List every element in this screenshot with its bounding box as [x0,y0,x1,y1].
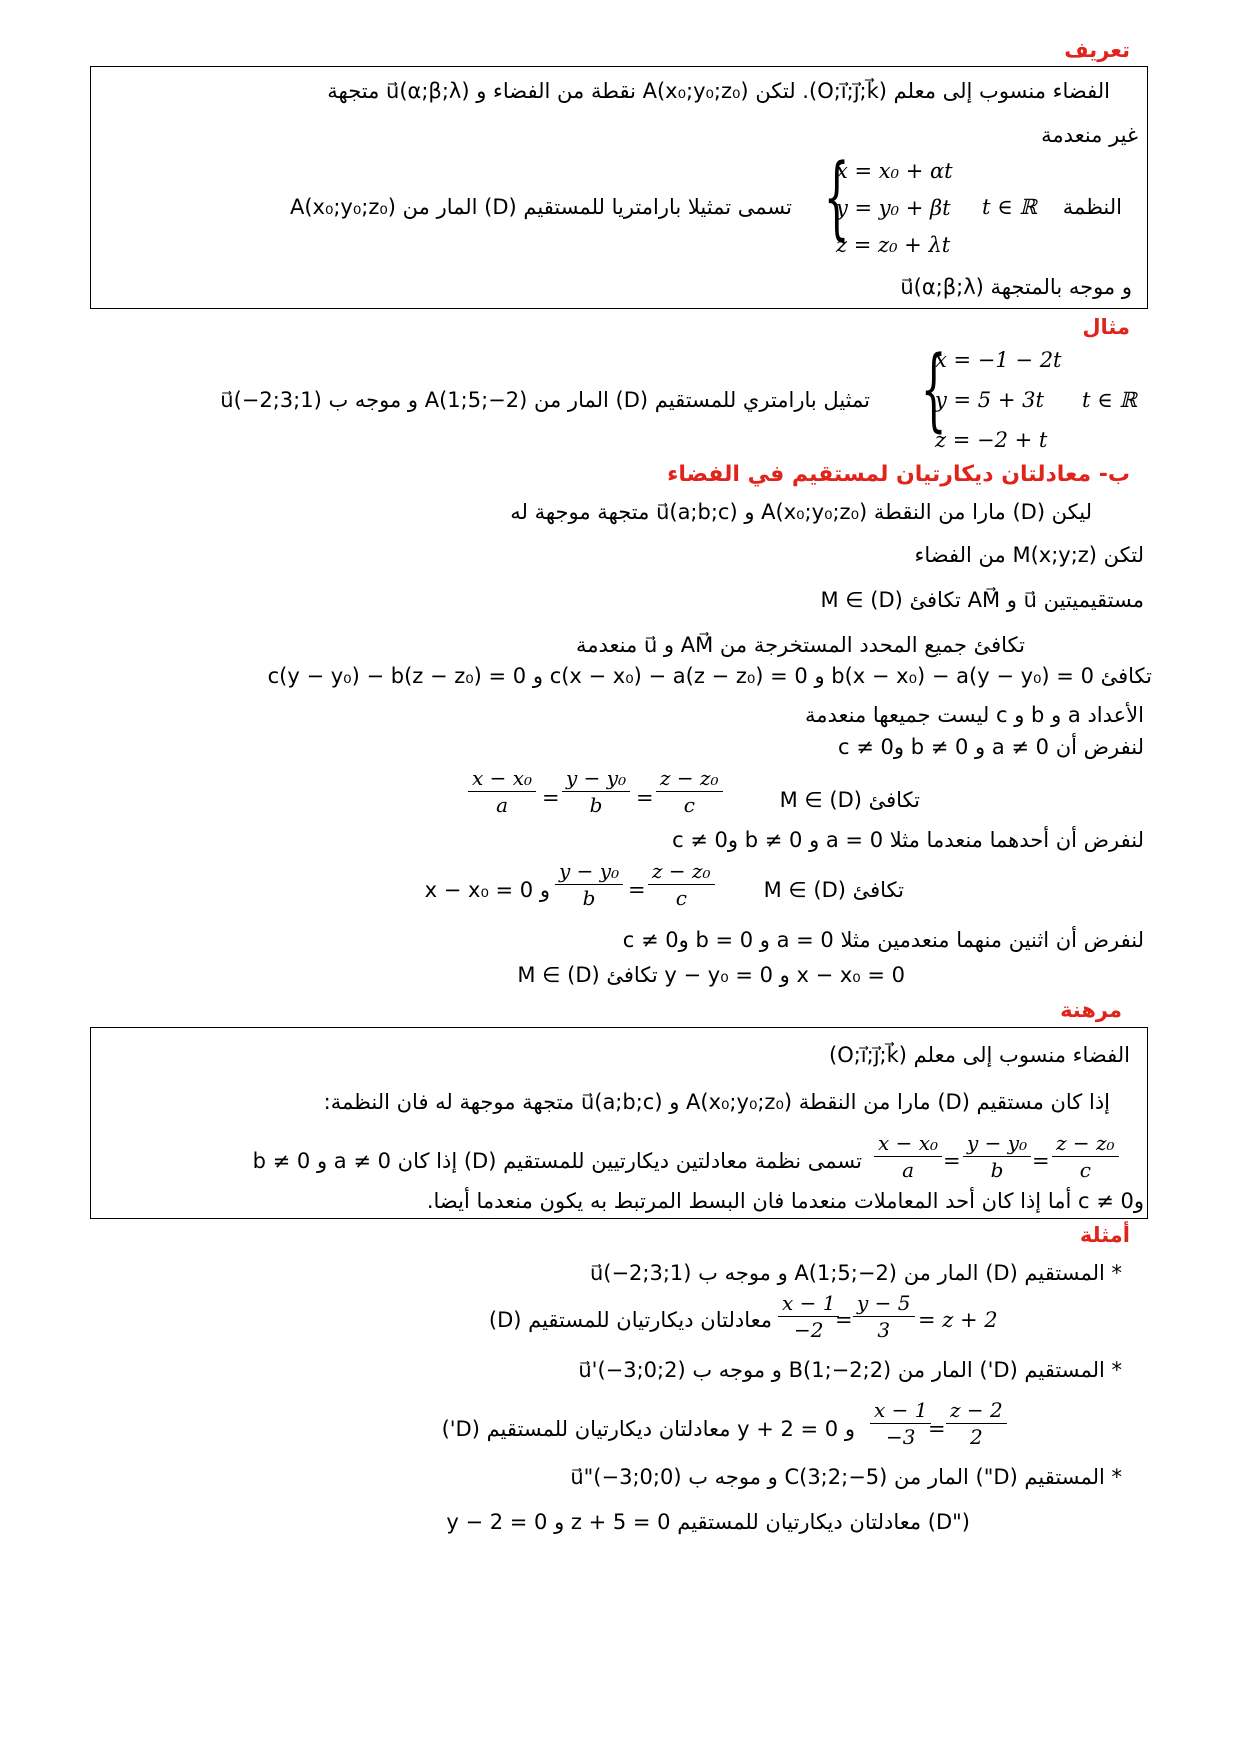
fraction-x-num: x − x₀ [468,765,536,792]
theorem-fraction-y [963,1130,1031,1183]
definition-heading: تعريف [1064,38,1130,62]
example1-tail: = z + 2 [918,1308,998,1332]
definition-brace: { [823,145,850,250]
example-eq-z: z = −2 + t [935,428,1048,452]
examples-item2: * المستقيم (D') المار من B(1;−2;2) و موجه ب u⃗'(−3;0;2) [578,1358,1122,1382]
fraction-x [468,765,536,818]
section-b-line10b: و x − x₀ = 0 [424,878,550,902]
theorem-heading: مرهنة [1060,998,1122,1022]
theorem-fraction-z [1052,1130,1119,1183]
example-brace: { [920,337,947,442]
theorem-fraction-x [874,1130,942,1183]
definition-line4: و موجه بالمتجهة u⃗(α;β;λ) [900,275,1132,299]
theorem-fraction-y-num: y − y₀ [963,1130,1031,1157]
example-eq-y: y = 5 + 3t [935,388,1044,412]
theorem-line3: تسمى نظمة معادلتين ديكارتيين للمستقيم (D) إذا كان a ≠ 0 و b ≠ 0 [252,1149,862,1173]
definition-param: t ∈ ℝ [982,195,1037,219]
examples-item2-text: و y + 2 = 0 معادلتان ديكارتيان للمستقيم (D') [441,1417,855,1441]
equals-sign: = [628,878,646,902]
section-b-line11: لنفرض أن اثنين منهما منعدمين مثلا a = 0 و b = 0 وc ≠ 0 [622,928,1144,952]
theorem-line1: الفضاء منسوب إلى معلم (O;i⃗;j⃗;k⃗) [828,1043,1130,1067]
definition-line3: تسمى تمثيلا بارامتريا للمستقيم (D) المار من A(x₀;y₀;z₀) [289,195,792,219]
fraction-y2 [555,858,623,911]
fraction-z-num: z − z₀ [656,765,723,792]
section-b-line3: M ∈ (D) تكافئ AM⃗ و u⃗ مستقيميتين [820,588,1144,612]
section-b-line8: M ∈ (D) تكافئ [779,788,920,812]
section-b-line6: الأعداد a و b و c ليست جميعها منعدمة [804,703,1144,727]
examples-item3-text: y − 2 = 0 و z + 5 = 0 معادلتان ديكارتيان للمستقيم (D") [446,1510,970,1534]
example1-fraction-y-den: 3 [877,1318,891,1342]
example-heading: مثال [1082,315,1130,339]
section-b-line7: لنفرض أن a ≠ 0 و b ≠ 0 وc ≠ 0 [838,735,1144,759]
theorem-fraction-z-num: z − z₀ [1052,1130,1119,1157]
examples-item1-text: معادلتان ديكارتيان للمستقيم (D) [488,1308,772,1332]
example1-fraction-y [853,1290,915,1343]
theorem-fraction-x-den: a [902,1158,914,1182]
definition-line1: الفضاء منسوب إلى معلم (O;i⃗;j⃗;k⃗). لتكن A(x₀;y₀;z₀) نقطة من الفضاء و u⃗(α;β;λ) متجهة [327,79,1110,103]
example1-fraction-x-num: x − 1 [778,1290,839,1317]
example-param: t ∈ ℝ [1082,388,1137,412]
fraction-z2 [648,858,715,911]
section-b-line1: ليكن (D) مارا من النقطة A(x₀;y₀;z₀) و u⃗(a;b;c) متجهة موجهة له [510,500,1092,524]
fraction-x-den: a [496,793,508,817]
example2-fraction-z-den: 2 [970,1425,983,1449]
fraction-y-den: b [589,793,603,817]
section-b-line4: تكافئ جميع المحدد المستخرجة من AM⃗ و u⃗ منعدمة [576,633,1025,657]
examples-item3: * المستقيم (D") المار من C(3;2;−5) و موجه ب u⃗"(−3;0;0) [570,1465,1122,1489]
equals-sign: = [943,1149,961,1173]
fraction-z [656,765,723,818]
fraction-y-num: y − y₀ [562,765,630,792]
section-b-line2: لتكن M(x;y;z) من الفضاء [914,543,1144,567]
equals-sign: = [1032,1149,1050,1173]
definition-eq-z: z = z₀ + λt [836,233,951,257]
theorem-line4: وc ≠ 0 أما إذا كان أحد المعاملات منعدما فان البسط المرتبط به يكون منعدما أيضا. [426,1189,1144,1213]
fraction-y2-den: b [582,886,596,910]
section-b-line9: لنفرض أن أحدهما منعدما مثلا a = 0 و b ≠ 0 وc ≠ 0 [672,828,1144,852]
fraction-z2-den: c [675,886,687,910]
definition-eq-x: x = x₀ + αt [836,159,953,183]
section-b-line5: تكافئ b(x − x₀) − a(y − y₀) = 0 و c(x − x₀) − a(z − z₀) = 0 و c(y − y₀) − b(z − z₀) = 0 [267,664,1152,688]
section-b-line10: M ∈ (D) تكافئ [763,878,904,902]
example2-fraction-x-num: x − 1 [870,1397,931,1424]
theorem-fraction-x-num: x − x₀ [874,1130,942,1157]
equals-sign: = [542,786,560,810]
example2-fraction-z [946,1397,1007,1450]
fraction-z-den: c [683,793,695,817]
definition-system-label: النظمة [1062,195,1122,219]
fraction-z2-num: z − z₀ [648,858,715,885]
examples-heading: أمثلة [1079,1223,1130,1247]
definition-line2: غير منعدمة [1041,123,1138,147]
theorem-fraction-z-den: c [1079,1158,1091,1182]
equals-sign: = [835,1308,853,1332]
equals-sign: = [928,1417,946,1441]
theorem-fraction-y-den: b [990,1158,1004,1182]
example1-fraction-x [778,1290,839,1343]
example2-fraction-x-den: −3 [886,1425,916,1449]
theorem-line2: إذا كان مستقيم (D) مارا من النقطة A(x₀;y₀;z₀) و u⃗(a;b;c) متجهة موجهة له فان النظمة: [323,1090,1110,1114]
fraction-y2-num: y − y₀ [555,858,623,885]
example1-fraction-x-den: −2 [794,1318,824,1342]
fraction-y [562,765,630,818]
section-b-line12: M ∈ (D) تكافئ y − y₀ = 0 و x − x₀ = 0 [517,963,905,987]
example-eq-x: x = −1 − 2t [935,348,1062,372]
definition-eq-y: y = y₀ + βt [836,196,951,220]
equals-sign: = [636,786,654,810]
examples-item1: * المستقيم (D) المار من A(1;5;−2) و موجه ب u⃗(−2;3;1) [589,1261,1122,1285]
example2-fraction-z-num: z − 2 [946,1397,1007,1424]
example-text: تمثيل بارامتري للمستقيم (D) المار من A(1;5;−2) و موجه ب u⃗(−2;3;1) [220,388,870,412]
example2-fraction-x [870,1397,931,1450]
section-b-heading: ب- معادلتان ديكارتيان لمستقيم في الفضاء [667,462,1130,487]
example1-fraction-y-num: y − 5 [853,1290,915,1317]
